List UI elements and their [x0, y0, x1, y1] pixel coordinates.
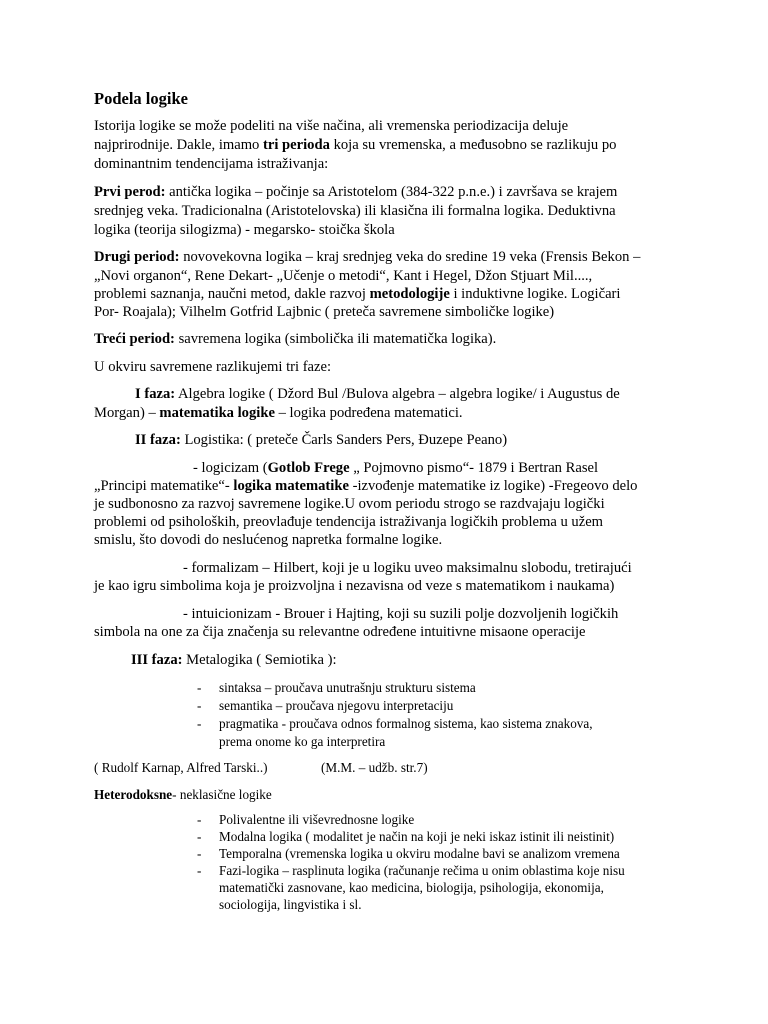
- intuicionizam-line-1: - intuicionizam - Brouer i Hajting, koji su suzili polje dozvoljenih logičkih: [183, 606, 619, 622]
- list-item-continuation: prema onome ko ga interpretira: [219, 734, 386, 749]
- dash-bullet: -: [197, 812, 202, 827]
- citation-authors: ( Rudolf Karnap, Alfred Tarski..): [94, 760, 268, 775]
- list-item: - Temporalna (vremenska logika u okviru modalne bavi se analizom vremena: [197, 846, 620, 861]
- formalizam-line-2: je kao igru simbolima koja je proizvoljna i nezavisna od veze s matematikom i naukama): [94, 578, 615, 594]
- prvi-period-label: Prvi perod:: [94, 184, 166, 200]
- logika-matematike-emphasis: logika matematike: [233, 478, 349, 494]
- dash-bullet: -: [197, 846, 202, 861]
- faza-2-line: II faza: Logistika: ( preteče Čarls Sanders Pers, Đuzepe Peano): [135, 432, 508, 448]
- list-item: - Polivalentne ili viševrednosne logike: [197, 812, 415, 827]
- list-item: - Modalna logika ( modalitet je način na koji je neki iskaz istinit ili neistinit): [197, 829, 615, 844]
- list-item-continuation: sociologija, lingvistika i sl.: [219, 897, 362, 912]
- faze-intro: U okviru savremene razlikujemi tri faze:: [94, 359, 332, 375]
- intro-line-2: najprirodnije. Dakle, imamo tri perioda koja su vremenska, a međusobno se razlikuju po: [94, 137, 617, 153]
- logicizam-line-4: problemi od psiholoških, preovlađuje tendencija istraživanja logičkih problema u užem: [94, 514, 604, 530]
- formalizam-line-1: - formalizam – Hilbert, koji je u logiku uveo maksimalnu slobodu, tretirajući: [183, 560, 632, 576]
- list-item: - pragmatika - proučava odnos formalnog sistema, kao sistema znakova,: [197, 716, 593, 731]
- dash-bullet: -: [197, 680, 202, 695]
- matematika-logike-emphasis: matematika logike: [159, 405, 275, 421]
- heterodoksne-line: Heterodoksne- neklasične logike: [94, 787, 272, 802]
- logicizam-line-2: „Principi matematike“- logika matematike -izvođenje matematike iz logike) -Fregeovo delo: [94, 478, 638, 494]
- list-item: - Fazi-logika – rasplinuta logika (računanje rečima u onim oblastima koje nisu: [197, 863, 625, 878]
- logicizam-line-5: smislu, što dovodi do neslućenog napretka formalne logike.: [94, 532, 443, 548]
- citation-source: (M.M. – udžb. str.7): [321, 760, 428, 775]
- faza-1-line-1: I faza: Algebra logike ( Džord Bul /Bulova algebra – algebra logike/ i Augustus de: [135, 386, 620, 402]
- faza-1-label: I faza:: [135, 386, 176, 402]
- list-item: - sintaksa – proučava unutrašnju strukturu sistema: [197, 680, 476, 695]
- drugi-period-line-3: problemi saznanja, naučni metod, dakle razvoj metodologije i induktivne logike. Logičari: [94, 286, 621, 302]
- faza-3-line: III faza: Metalogika ( Semiotika ):: [131, 652, 337, 668]
- dash-bullet: -: [197, 829, 202, 844]
- prvi-period-line-3: logika (teorija silogizma) - megarsko- stoička škola: [94, 222, 395, 238]
- treci-period-line: Treći period: savremena logika (simbolička ili matematička logika).: [94, 331, 497, 347]
- drugi-period-line-1: Drugi period: novovekovna logika – kraj srednjeg veka do sredine 19 veka (Frensis Bekon –: [94, 249, 641, 265]
- logicizam-line-1: - logicizam (Gotlob Frege „ Pojmovno pismo“- 1879 i Bertran Rasel: [193, 460, 599, 476]
- list-item-continuation: matematički zasnovane, kao medicina, biologija, psihologija, ekonomija,: [219, 880, 604, 895]
- intuicionizam-line-2: simbola na one za čija značenja su relevantne određene intuitivne misaone operacije: [94, 624, 586, 640]
- intro-line-1: Istorija logike se može podeliti na više načina, ali vremenska periodizacija deluje: [94, 118, 569, 134]
- frege-emphasis: Gotlob Frege: [267, 460, 350, 476]
- intro-line-3: dominantnim tendencijama istraživanja:: [94, 156, 329, 172]
- faza-3-label: III faza:: [131, 652, 183, 668]
- logicizam-line-3: je sudbonosno za razvoj savremene logike.U ovom periodu strogo se razdvajaju logički: [94, 496, 605, 512]
- list-item: - semantika – proučava njegovu interpretaciju: [197, 698, 454, 713]
- drugi-period-line-2: „Novi organon“, Rene Dekart- „Učenje o metodi“, Kant i Hegel, Džon Stjuart Mil....,: [94, 268, 593, 284]
- metodologije-emphasis: metodologije: [369, 286, 450, 302]
- prvi-period-line-2: srednjeg veka. Tradicionalna (Aristotelovska) ili klasična ili formalna logika. Deduktivna: [94, 203, 616, 219]
- drugi-period-label: Drugi period:: [94, 249, 180, 265]
- dash-bullet: -: [197, 863, 202, 878]
- dash-bullet: -: [197, 698, 202, 713]
- dash-bullet: -: [197, 716, 202, 731]
- intro-emphasis: tri perioda: [263, 137, 330, 153]
- heterodoksne-label: Heterodoksne: [94, 787, 173, 802]
- page-title: Podela logike: [94, 89, 188, 108]
- faza-2-label: II faza:: [135, 432, 181, 448]
- treci-period-label: Treći period:: [94, 331, 175, 347]
- drugi-period-line-4: Por- Roajala); Vilhelm Gotfrid Lajbnic ( preteča savremene simboličke logike): [94, 304, 555, 320]
- prvi-period-line-1: Prvi perod: antička logika – počinje sa Aristotelom (384-322 p.n.e.) i završava se krajem: [94, 184, 618, 200]
- faza-1-line-2: Morgan) – matematika logike – logika podređena matematici.: [94, 405, 463, 421]
